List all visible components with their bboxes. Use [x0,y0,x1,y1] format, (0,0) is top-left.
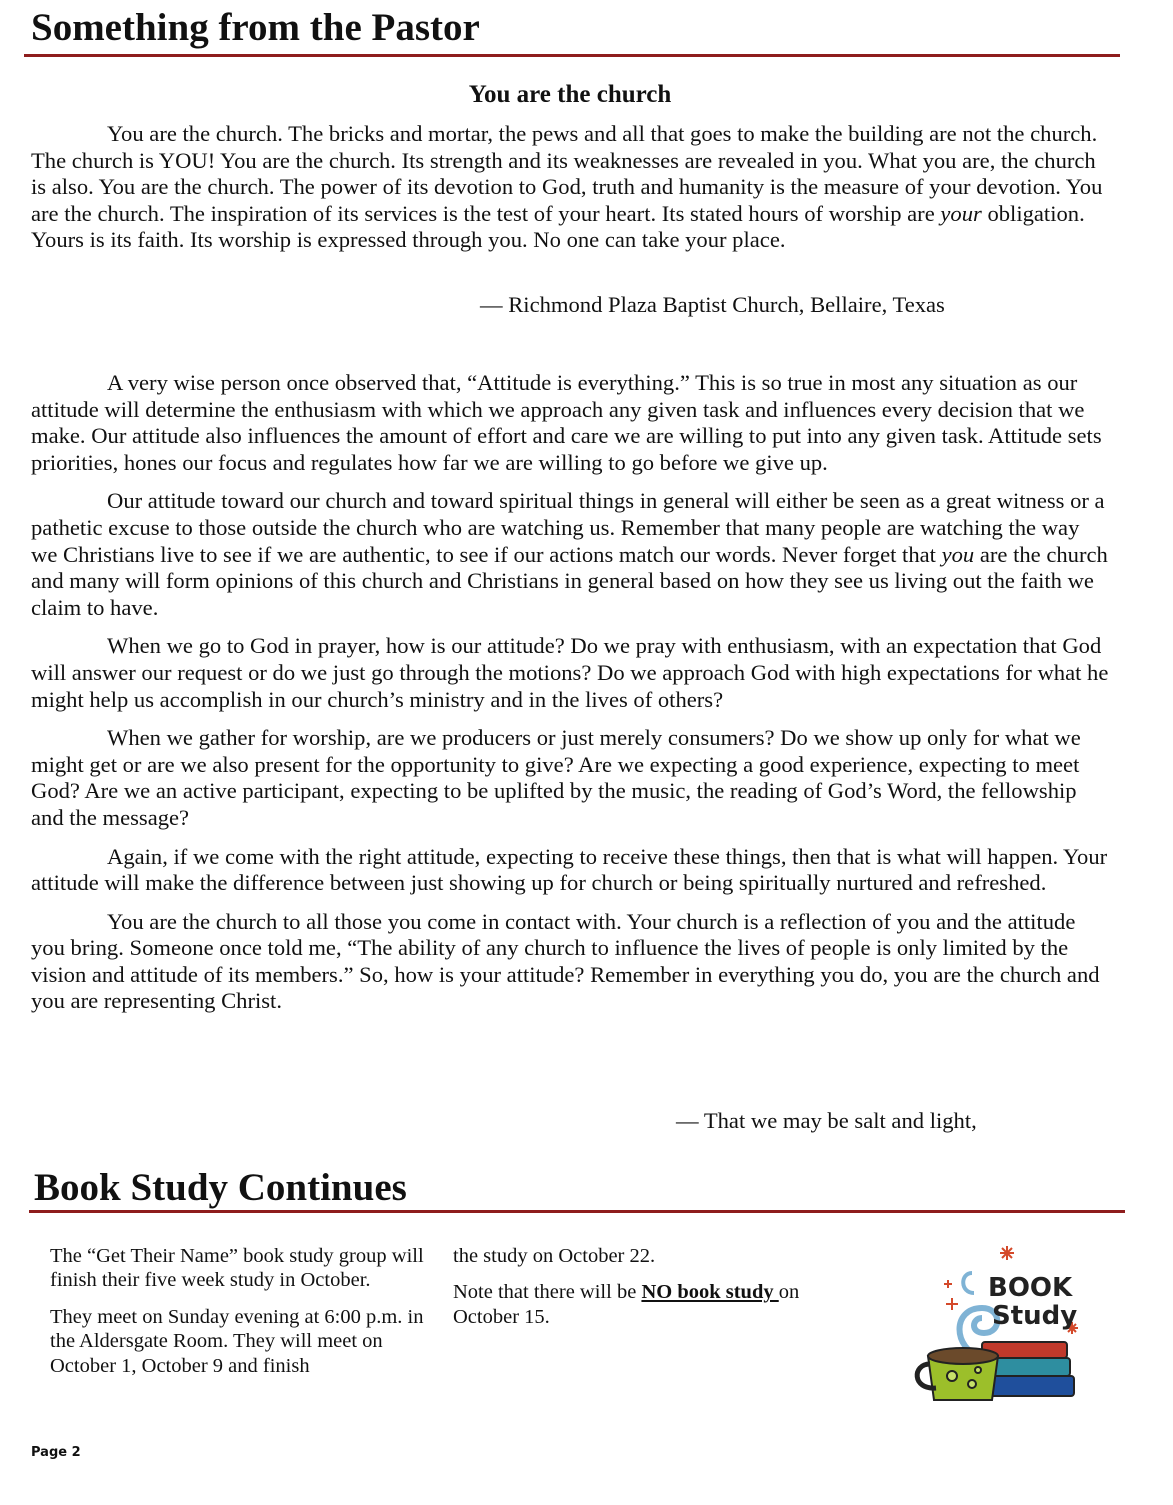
coffee-mug-icon [917,1348,998,1400]
poem-line: not the church. The church is YOU! You are the church. Its strength and its weaknesses are revealed in [31,121,1098,173]
article-paragraph: When we go to God in prayer, how is our attitude? Do we pray with enthusiasm, with an expectation that God will answer our request or do we just go through the motions? Do we approach God with high expectations for what he might help us accomplish in our church’s ministry and in the lives of others? [31,633,1109,712]
graphic-label: Study [992,1301,1078,1331]
book-study-text: Note that there will be NO book study on October 15. [453,1281,800,1328]
section-divider [29,1210,1125,1213]
page-number: Page 2 [31,1445,81,1460]
book-study-illustration [912,1238,1092,1408]
poem-line: through you. No one can take your place. [412,227,786,253]
book-study-text: The “Get Their Name” book study group will finish their five week study in October. [50,1245,424,1292]
no-study-emphasis: NO book study [641,1281,779,1304]
article-body [31,370,1111,1015]
book-study-column-2 [453,1244,853,1341]
article-paragraph: When we gather for worship, are we producers or just merely consumers? Do we show up only for what we might get or are we also present for the opportunity to give? Are we expecting a good experience, expecting to meet God? Are we an active participant, expecting to be uplifted by the music, the reading of God’s Word, the fellowship and the message? [31,725,1081,830]
graphic-label: BOOK [988,1273,1073,1303]
closing-signature: — That we may be salt and light, [676,1108,977,1133]
section-divider [24,54,1120,57]
poem-line: your heart. Its stated hours of worship are [558,200,941,226]
article-paragraph: A very wise person once observed that, “Attitude is everything.” This is so true in most any situation as our attitude will determine the enthusiasm with which we approach any given task and influences every decision that we make. Our attitude also influences the amount of effort and care we are willing to put into any given task. Attitude sets priorities, hones our focus and regulates how far we are willing to go before we give up. [31,370,1102,475]
poem-block [31,121,1111,254]
article-emphasis: you [941,541,975,567]
poem-line: You are the church. The bricks and mortar, the pews and all that goes to make the building are [107,121,957,146]
poem-line: you. What you are, the church is also. You are the church. The power of its devotion to God, truth and [31,147,1096,200]
poem-emphasis: your [940,200,982,226]
article-paragraph: You are the church to all those you come in contact with. Your church is a reflection of you and the attitude you bring. Someone once told me, “The ability of any church to influence the lives of people is only limited by the vision and attitude of its members.” So, how is your attitude? Remember in everything you do, you are the church and you are representing Christ. [31,908,1100,1014]
poem-attribution: — Richmond Plaza Baptist Church, Bellaire, Texas [480,292,945,317]
section-heading-book-study: Book Study Continues [34,1166,407,1209]
book-study-text: the study on October 22. [453,1245,656,1267]
article-paragraph: Our attitude toward our church and toward spiritual things in general will either be seen as a great witness or a pathetic excuse to those outside the church who are watching us. Remember that many people are watching the way we Christians live to see if we are authentic, to see if our actions match our words. Never forget that you are the church and many will form opinions of this church and Christians in general based on how they see us living out the faith we claim to have. [31,488,1108,620]
book-study-text: They meet on Sunday evening at 6:00 p.m. in the Aldersgate Room. They will meet on October 1, October 9 and finish [50,1305,424,1377]
poem-line: obligation. Yours is its faith. Its worship is expressed [31,200,1085,253]
book-study-column-1 [50,1244,435,1390]
poem-line: humanity is the measure of your devotion. You are the church. The inspiration of its services is the test of [31,174,1103,226]
section-heading-pastor: Something from the Pastor [31,6,480,49]
article-title: You are the church [468,81,672,108]
article-paragraph: Again, if we come with the right attitude, expecting to receive these things, then that is what will happen. Your attitude will make the difference between just showing up for church or being spiritually nurtured and refreshed. [31,843,1108,896]
